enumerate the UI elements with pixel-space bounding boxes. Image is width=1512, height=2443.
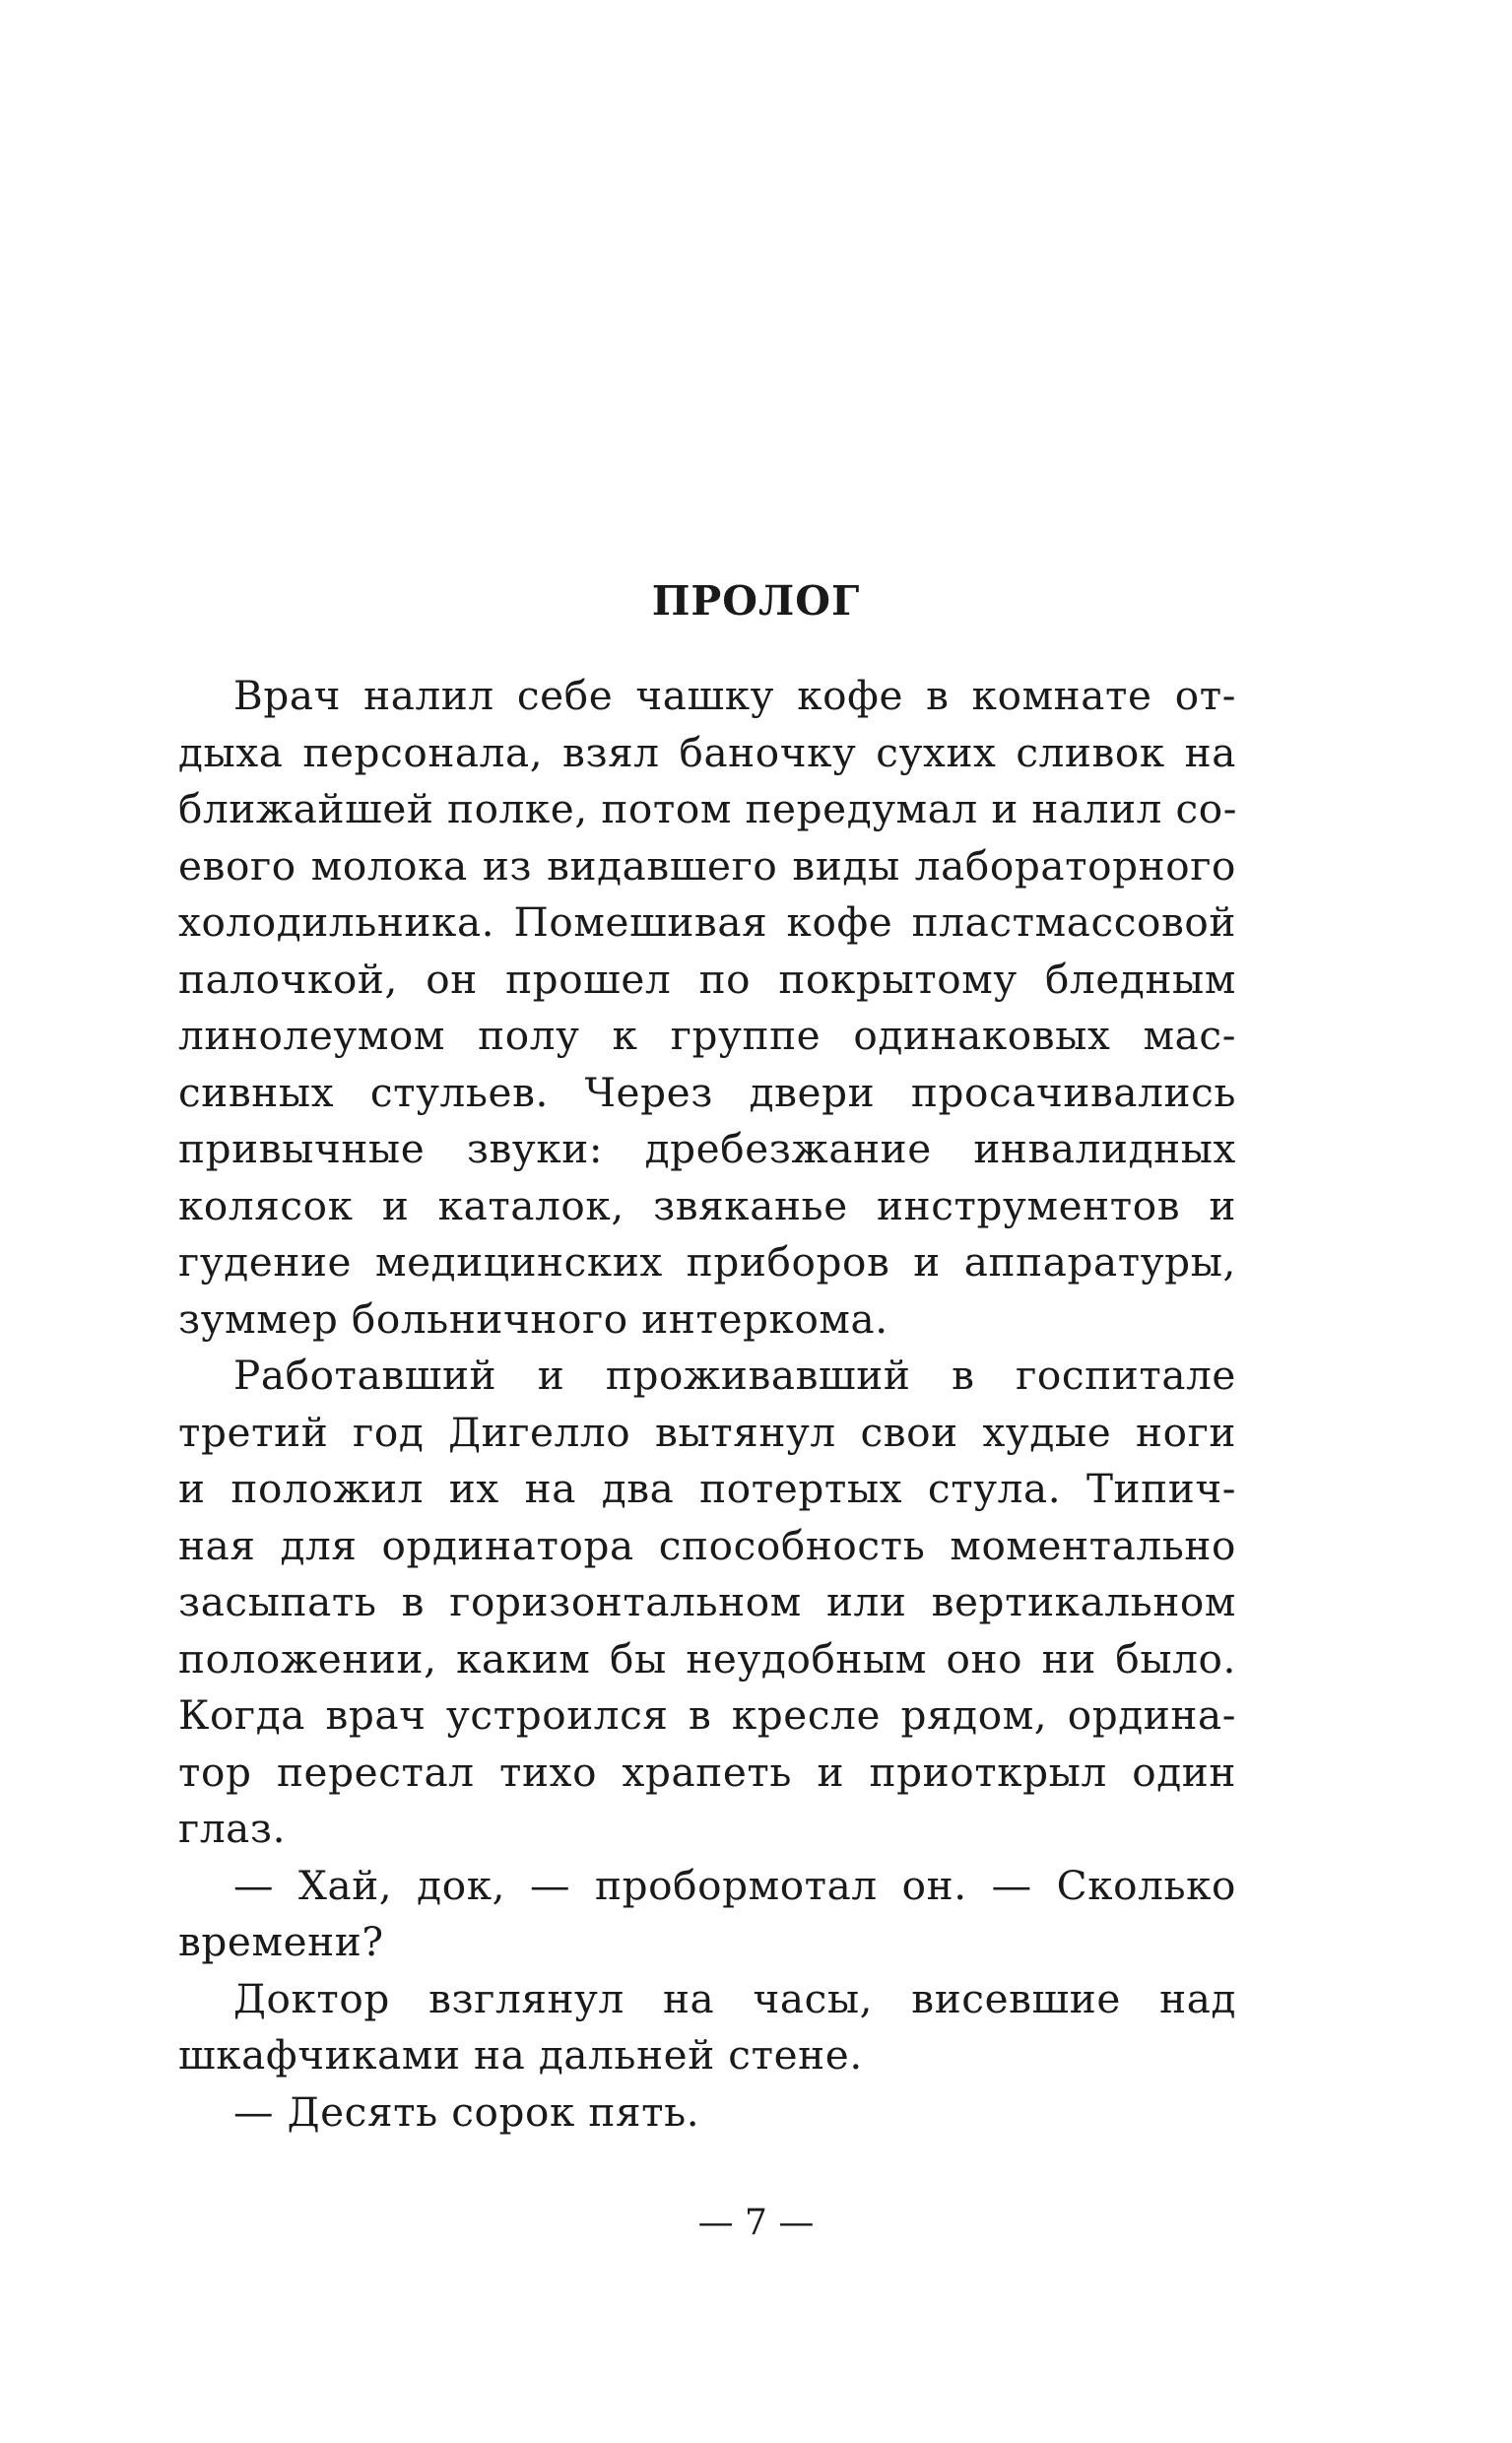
text-line: привычные звуки: дребезжание инвалидных <box>178 1125 1236 1172</box>
page-number: — 7 — <box>697 2203 815 2243</box>
text-line: — Десять сорок пять. <box>233 2087 700 2136</box>
chapter-title: ПРОЛОГ <box>651 577 861 625</box>
text-line: Работавший и проживавший в госпитале <box>233 1352 1236 1399</box>
text-line: Когда врач устроился в кресле рядом, ордина- <box>178 1691 1236 1739</box>
text-line: линолеумом полу к группе одинаковых мас- <box>178 1012 1236 1059</box>
text-line: — Хай, док, — пробормотал он. — Сколько <box>233 1861 1236 1909</box>
text-line: колясок и каталок, звяканье инструментов и <box>178 1181 1236 1229</box>
text-line: времени? <box>178 1918 384 1965</box>
text-line: палочкой, он прошел по покрытому бледным <box>178 955 1236 1003</box>
body-text <box>178 668 1236 2141</box>
text-line: глаз. <box>178 1805 287 1852</box>
text-line: ная для ординатора способность моментально <box>178 1521 1236 1569</box>
text-line: зуммер больничного интеркома. <box>178 1294 888 1343</box>
text-line: дыха персонала, взял баночку сухих сливок на <box>178 728 1236 776</box>
text-line: Доктор взглянул на часы, висевшие над <box>233 1974 1236 2022</box>
text-line: холодильника. Помешивая кофе пластмассовой <box>178 898 1236 946</box>
text-line: гудение медицинских приборов и аппаратуры, <box>178 1238 1236 1286</box>
text-line: шкафчиками на дальней стене. <box>178 2031 863 2079</box>
text-line: Врач налил себе чашку кофе в комнате от- <box>233 672 1236 719</box>
text-line: сивных стульев. Через двери просачивались <box>178 1068 1236 1116</box>
text-line: засыпать в горизонтальном или вертикальном <box>178 1578 1236 1625</box>
text-line: тор перестал тихо храпеть и приоткрыл один <box>178 1748 1236 1796</box>
text-line: евого молока из видавшего виды лабораторного <box>178 841 1236 890</box>
text-line: положении, каким бы неудобным оно ни было. <box>178 1634 1236 1683</box>
text-line: и положил их на два потертых стула. Типич- <box>178 1465 1236 1512</box>
text-line: ближайшей полке, потом передумал и налил со- <box>178 785 1238 832</box>
text-line: третий год Дигелло вытянул свои худые ноги <box>178 1408 1236 1456</box>
